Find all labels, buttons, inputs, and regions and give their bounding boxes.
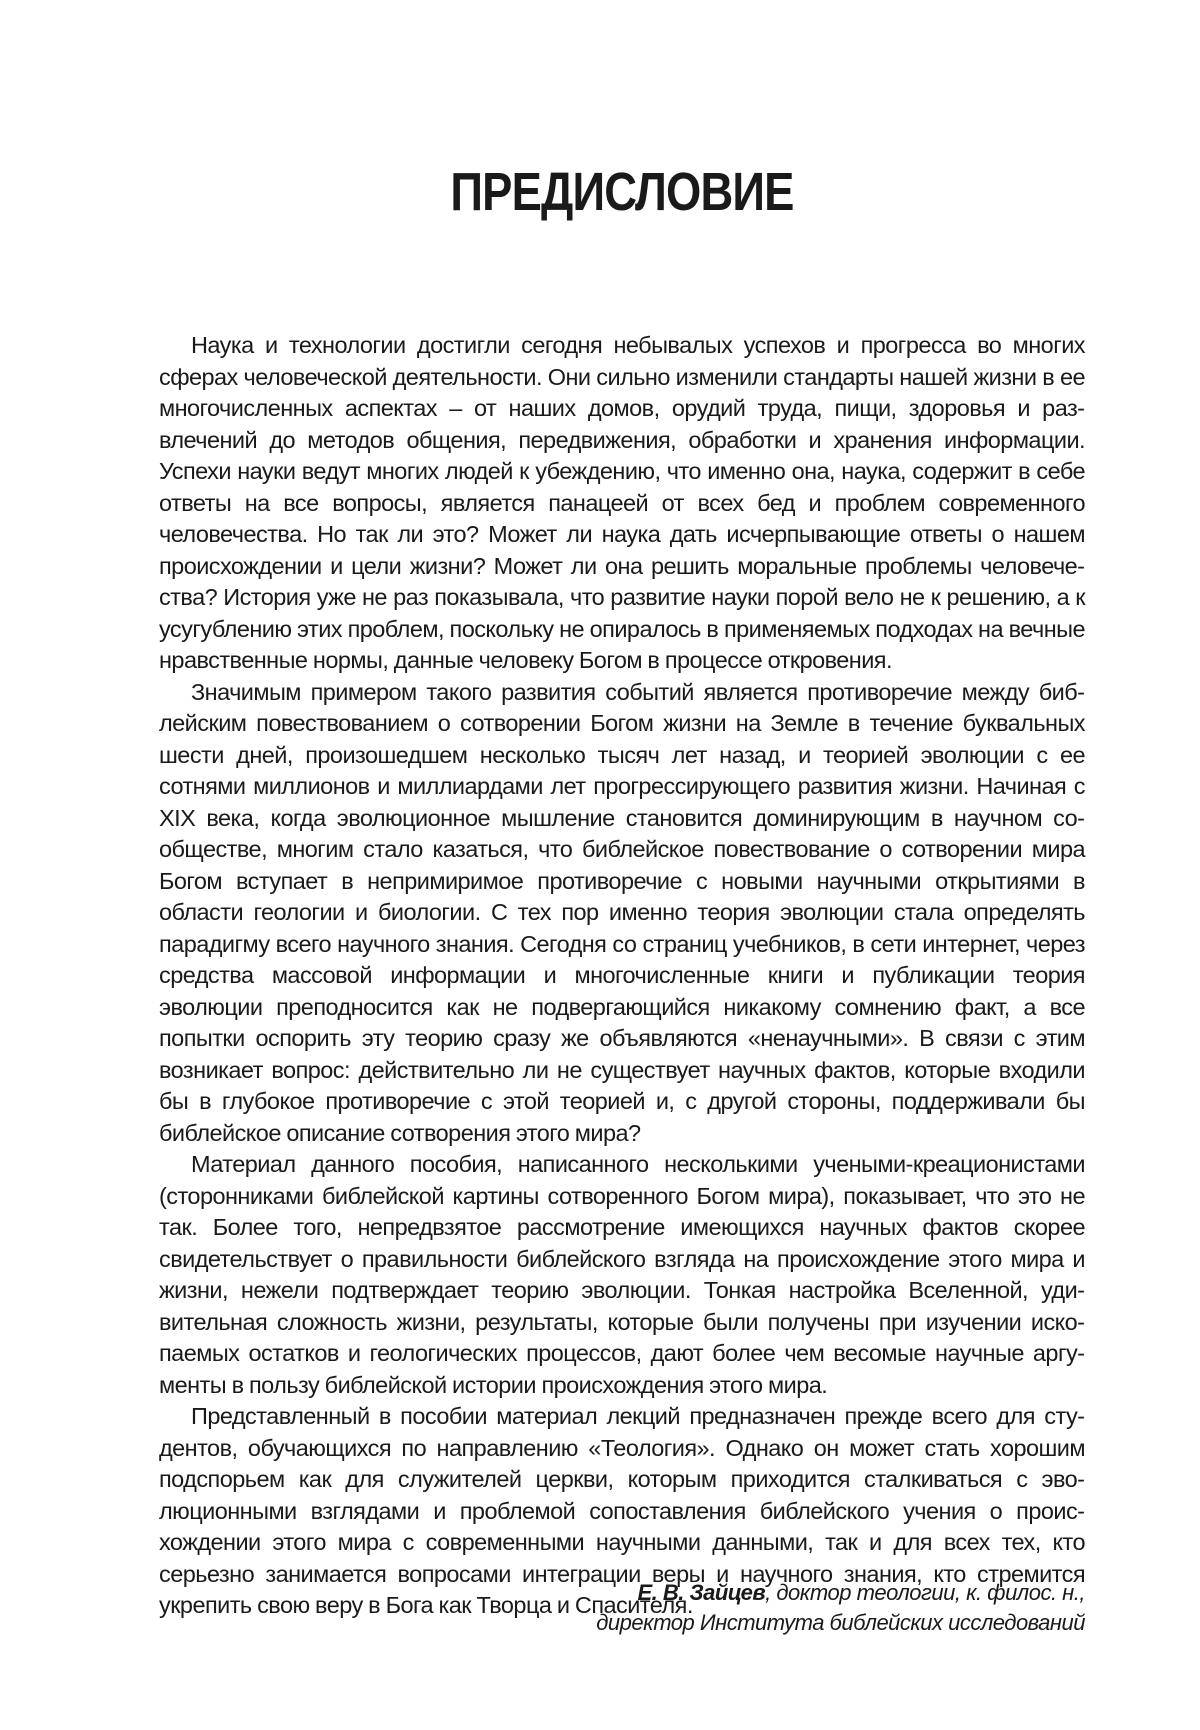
- paragraph-4: Представленный в пособии материал лекций предназначен прежде всего для студентов, обучающихся по направлению «Теология». Однако он может стать хорошим подспорьем как для служителей церкви, которым приходится сталкиваться с эволюционными взглядами и проблемой сопоставления библейского учения о происхождении этого мира с современными научными данными, так и для всех тех, кто серьезно занимается вопросами интеграции веры и научного знания, кто стремится укрепить свою веру в Бога как Творца и Спасителя.: [159, 1403, 1085, 1618]
- preface-body: [159, 330, 1085, 1622]
- page-title: ПРЕДИСЛОВИЕ: [450, 162, 794, 222]
- signature-line-1: [596, 1578, 1085, 1608]
- signature-credentials: , доктор теологии, к. филос. н.,: [765, 1580, 1085, 1605]
- document-page: [159, 150, 1085, 1635]
- paragraph-2: Значимым примером такого развития событий является противоречие между библейским повествованием о сотворении Богом жизни на Земле в течение буквальных шести дней, произошедшем несколько тысяч лет назад, и теорией эволюции с ее сотнями миллионов и миллиардами лет прогрессирующего развития жизни. Начиная с XIX века, когда эволюционное мышление становится доминирующим в научном сообществе, многим стало казаться, что библейское повествование о сотворении мира Богом вступает в непримиримое противоречие с новыми научными открытиями в области геологии и биологии. С тех пор именно теория эволюции стала определять парадигму всего научного знания. Сегодня со страниц учебников, в сети интернет, через средства массовой информации и многочисленные книги и публикации теория эволюции преподносится как не подвергающийся никакому сомнению факт, а все попытки оспорить эту теорию сразу же объявляются «ненаучными». В связи с этим возникает вопрос: действительно ли не существует научных фактов, которые входили бы в глубокое противоречие с этой теорией и, с другой стороны, поддерживали бы библейское описание сотворения этого мира?: [159, 678, 1085, 1146]
- paragraph-3: Материал данного пособия, написанного несколькими учеными-креационистами (сторонниками библейской картины сотворенного Богом мира), показывает, что это не так. Более того, непредвзятое рассмотрение имеющихся научных фактов скорее свидетельствует о правильности библейского взгляда на происхождение этого мира и жизни, нежели подтверждает теорию эволюции. Тонкая настройка Вселенной, удивительная сложность жизни, результаты, которые были получены при изучении ископаемых остатков и геологических процессов, дают более чем весомые научные аргументы в пользу библейской истории происхождения этого мира.: [159, 1151, 1085, 1398]
- signature-position: директор Института библейских исследований: [596, 1610, 1085, 1635]
- signature-author: Е. В. Зайцев: [637, 1580, 766, 1605]
- signature-block: [596, 1578, 1085, 1638]
- paragraph-1: Наука и технологии достигли сегодня небывалых успехов и прогресса во многих сферах человеческой деятельности. Они сильно изменили стандарты нашей жизни в ее многочисленных аспектах – от наших домов, орудий труда, пищи, здоровья и развлечений до методов общения, передвижения, обработки и хранения информации. Успехи науки ведут многих людей к убеждению, что именно она, наука, содержит в себе ответы на все вопросы, является панацеей от всех бед и проблем современного человечества. Но так ли это? Может ли наука дать исчерпывающие ответы о нашем происхождении и цели жизни? Может ли она решить моральные проблемы человечества? История уже не раз показывала, что развитие науки порой вело не к решению, а к усугублению этих проблем, поскольку не опиралось в применяемых подходах на вечные нравственные нормы, данные человеку Богом в процессе откровения.: [159, 332, 1085, 673]
